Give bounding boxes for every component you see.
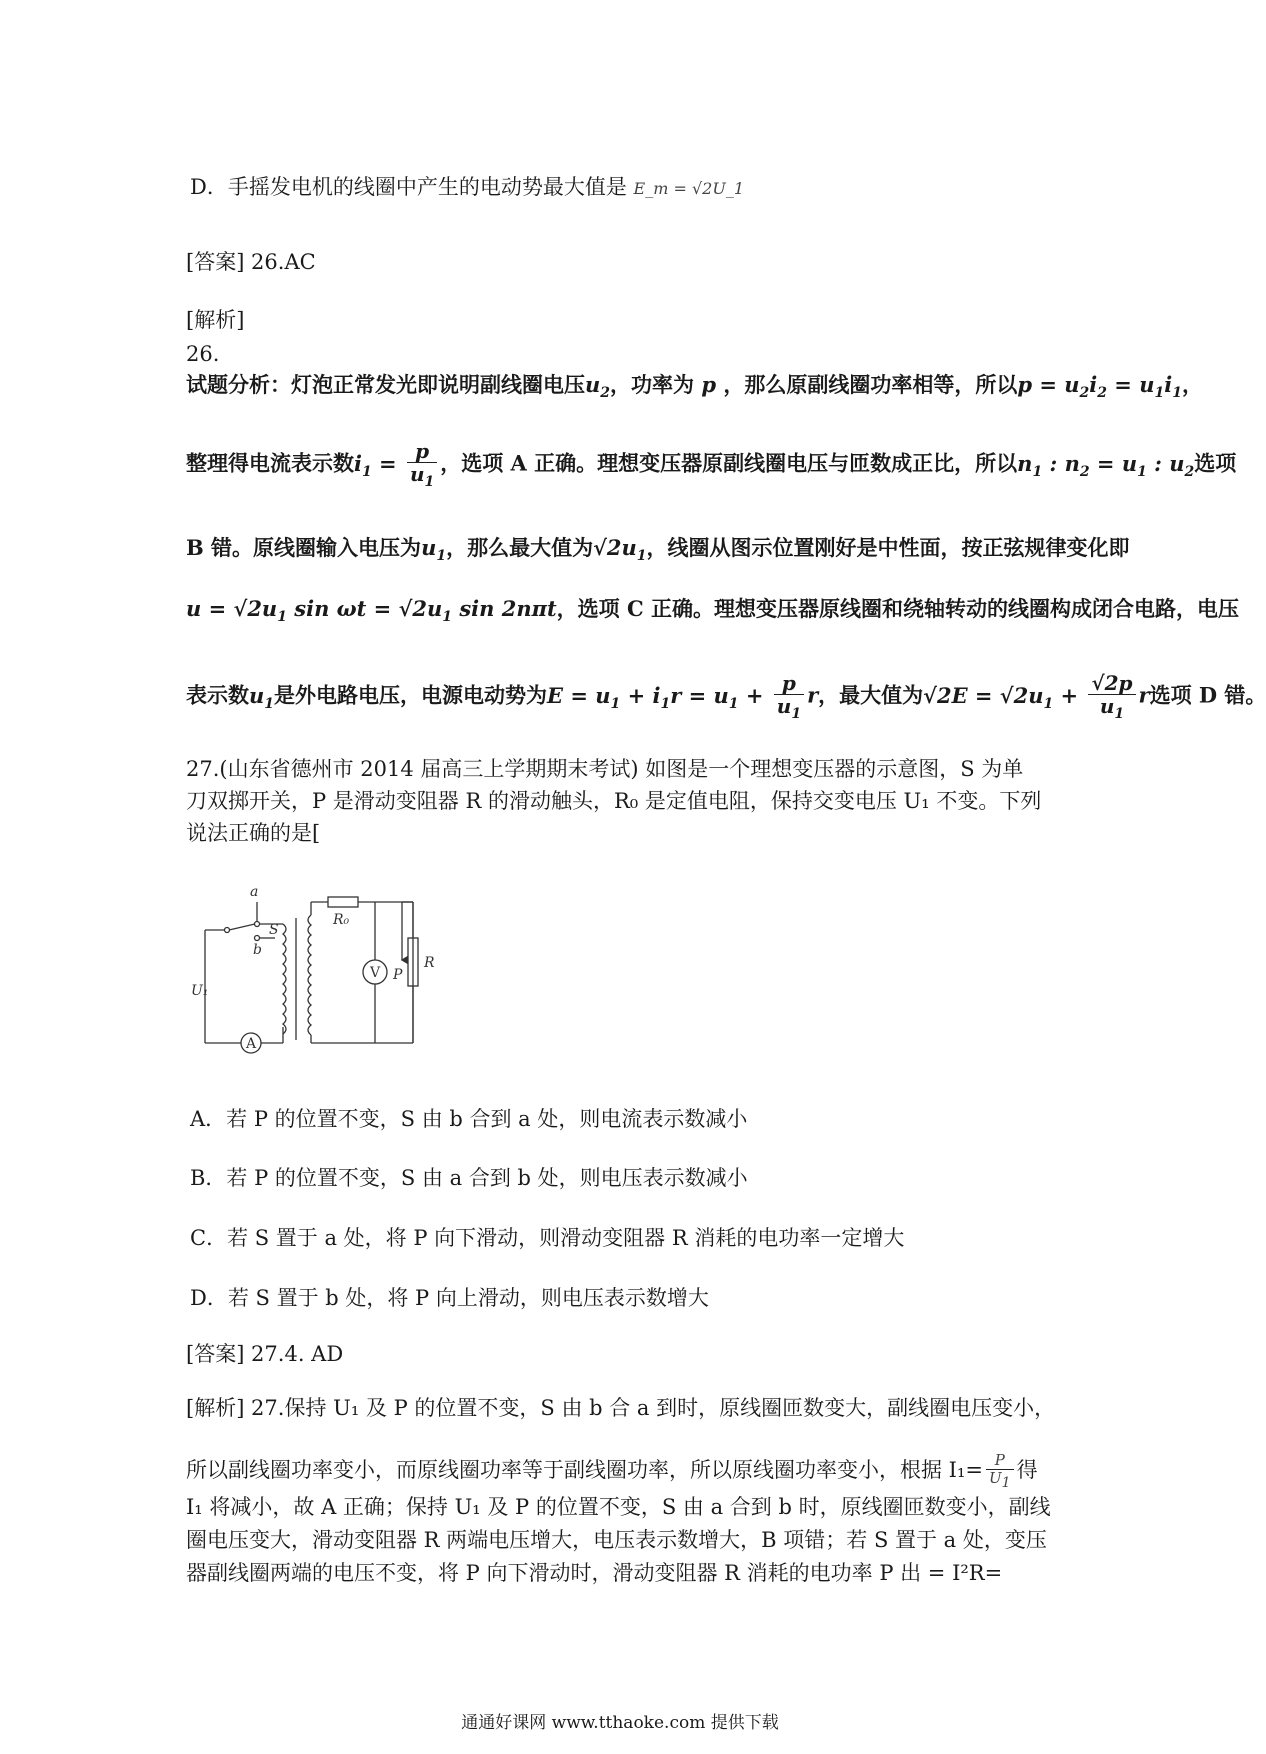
math-u1-b: $u_1$	[249, 682, 275, 712]
q26-para-4	[186, 596, 1239, 626]
q26-para-2	[186, 440, 1236, 490]
q26-para-2-text-a: 整理得电流表示数	[186, 450, 354, 476]
frac-p-over-u1: $\frac{p}{u_1}$	[407, 440, 437, 490]
q26-para-1-text-a: 试题分析：灯泡正常发光即说明副线圈电压	[186, 372, 585, 397]
q26-para-5-text-b: 是外电路电压，电源电动势为	[274, 682, 548, 708]
circuit-label-v: V	[370, 965, 381, 981]
q27-analysis-line-1: [解析] 27.保持 U₁ 及 P 的位置不变，S 由 b 合 a 到时，原线圈匝数变大，副线圈电压变小，	[186, 1396, 1056, 1420]
frac-sqrt2p-over-u1: $\frac{√2p}{u_1}$	[1088, 672, 1135, 722]
q26-para-3-text-a: B 错。原线圈输入电压为	[186, 535, 422, 560]
q27-analysis-line-4: 圈电压变大，滑动变阻器 R 两端电压增大，电压表示数增大，B 项错；若 S 置于 a 处，变压	[186, 1528, 1047, 1552]
math-ratio: $n_1$ : $n_2 = u_1$ : $u_2$	[1017, 450, 1195, 480]
q26-para-4-text-b: ，选项 C 正确。理想变压器原线圈和绕轴转动的线圈构成闭合电路，电压	[556, 596, 1240, 621]
circuit-label-a: a	[250, 884, 259, 900]
q26-para-5-text-d: 选项 D 错。	[1149, 682, 1266, 708]
q27-option-b: B．若 P 的位置不变，S 由 a 合到 b 处，则电压表示数减小	[190, 1166, 748, 1190]
math-sqrt2u1: $√2u_1$	[593, 535, 647, 565]
q26-option-d-text: D．手摇发电机的线圈中产生的电动势最大值是	[190, 175, 627, 199]
q27-stem-line-1: 27.(山东省德州市 2014 届高三上学期期末考试) 如图是一个理想变压器的示意图，S 为单	[186, 757, 1024, 781]
transformer-circuit-diagram	[191, 880, 505, 1060]
q26-para-5-text-c: ，最大值为	[818, 682, 924, 708]
math-r-b: r	[1138, 682, 1150, 708]
math-emf: $E = u_1 + i_1r = u_1$ +	[547, 682, 771, 712]
q26-option-d	[190, 175, 744, 200]
q26-para-1-text-c: ，那么原副线圈功率相等，所以	[723, 372, 1018, 397]
q26-para-3-text-c: ，线圈从图示位置刚好是中性面，按正弦规律变化即	[646, 535, 1130, 560]
circuit-label-ammeter: A	[246, 1036, 257, 1052]
q26-answer: [答案] 26.AC	[186, 250, 316, 274]
math-u2: $u_2$	[585, 372, 611, 402]
page-footer: 通通好课网 www.tthaoke.com 提供下载	[461, 1713, 779, 1733]
math-emf-max: $√2E = √2u_1$ +	[923, 682, 1086, 712]
q26-para-2-text-c: 选项	[1194, 450, 1237, 476]
q27-analysis-line-3: I₁ 将减小，故 A 正确；保持 U₁ 及 P 的位置不变，S 由 a 合到 b 时，原线圈匝数变小，副线	[186, 1495, 1051, 1519]
q27-stem-line-2: 刀双掷开关，P 是滑动变阻器 R 的滑动触头，R₀ 是定值电阻，保持交变电压 U₁ 不变。下列	[186, 789, 1042, 813]
math-u1: $u_1$	[421, 535, 447, 565]
q27-analysis-line-2	[186, 1452, 1038, 1491]
circuit-label-r: R	[424, 955, 435, 971]
q26-option-d-formula: E_m = √2U_1	[633, 179, 744, 198]
math-p: p	[694, 372, 724, 397]
q27-analysis-line-5: 器副线圈两端的电压不变，将 P 向下滑动时，滑动变阻器 R 消耗的电功率 P 出 = I²R=	[186, 1561, 1003, 1585]
frac-p-over-u1-c: $\frac{P}{U_1}$	[986, 1452, 1014, 1491]
circuit-label-r0: R₀	[333, 912, 350, 928]
q27-analysis-line-2-text-b: 得	[1016, 1457, 1038, 1482]
circuit-label-s: S	[269, 922, 279, 938]
q26-para-1: 试题分析：灯泡正常发光即说明副线圈电压$u_2$，功率为 p ，那么原副线圈功率相等，所以$p = u_2i_2 = u_1i_1$，	[186, 372, 1203, 402]
q27-stem-line-3: 说法正确的是[	[186, 821, 321, 845]
q26-para-2-text-b: ，选项 A 正确。理想变压器原副线圈电压与匝数成正比，所以	[440, 450, 1018, 476]
circuit-label-u1: U₁	[191, 983, 209, 999]
q26-para-3	[186, 535, 1130, 565]
q27-option-c: C．若 S 置于 a 处，将 P 向下滑动，则滑动变阻器 R 消耗的电功率一定增大	[190, 1226, 905, 1250]
q26-analysis-label: [解析]	[186, 308, 245, 332]
q27-answer: [答案] 27.4. AD	[186, 1342, 344, 1366]
q27-analysis-line-2-text-a: 所以副线圈功率变小，而原线圈功率等于副线圈功率，所以原线圈功率变小，根据 I₁=	[186, 1457, 983, 1482]
q27-option-a: A．若 P 的位置不变，S 由 b 合到 a 处，则电流表示数减小	[190, 1107, 748, 1131]
frac-p-over-u1-b: $\frac{p}{u_1}$	[774, 672, 804, 722]
circuit-label-p: P	[393, 967, 403, 983]
math-i1: $i_1$ =	[354, 450, 404, 480]
q27-option-d: D．若 S 置于 b 处，将 P 向上滑动，则电压表示数增大	[190, 1286, 709, 1310]
q26-para-5	[186, 672, 1266, 722]
q26-para-3-text-b: ，那么最大值为	[446, 535, 594, 560]
math-power-equality: $p = u_2i_2 = u_1i_1$	[1017, 372, 1182, 402]
q26-number: 26.	[186, 342, 220, 366]
q26-para-1-text-b: ，功率为	[610, 372, 695, 397]
math-r: r	[807, 682, 819, 708]
circuit-label-b: b	[253, 942, 262, 958]
math-sine-formula: $u = √2u_1$ $\sin \omega t = √2u_1$ sin 2nπt	[186, 596, 557, 626]
q26-para-5-text-a: 表示数	[186, 682, 249, 708]
